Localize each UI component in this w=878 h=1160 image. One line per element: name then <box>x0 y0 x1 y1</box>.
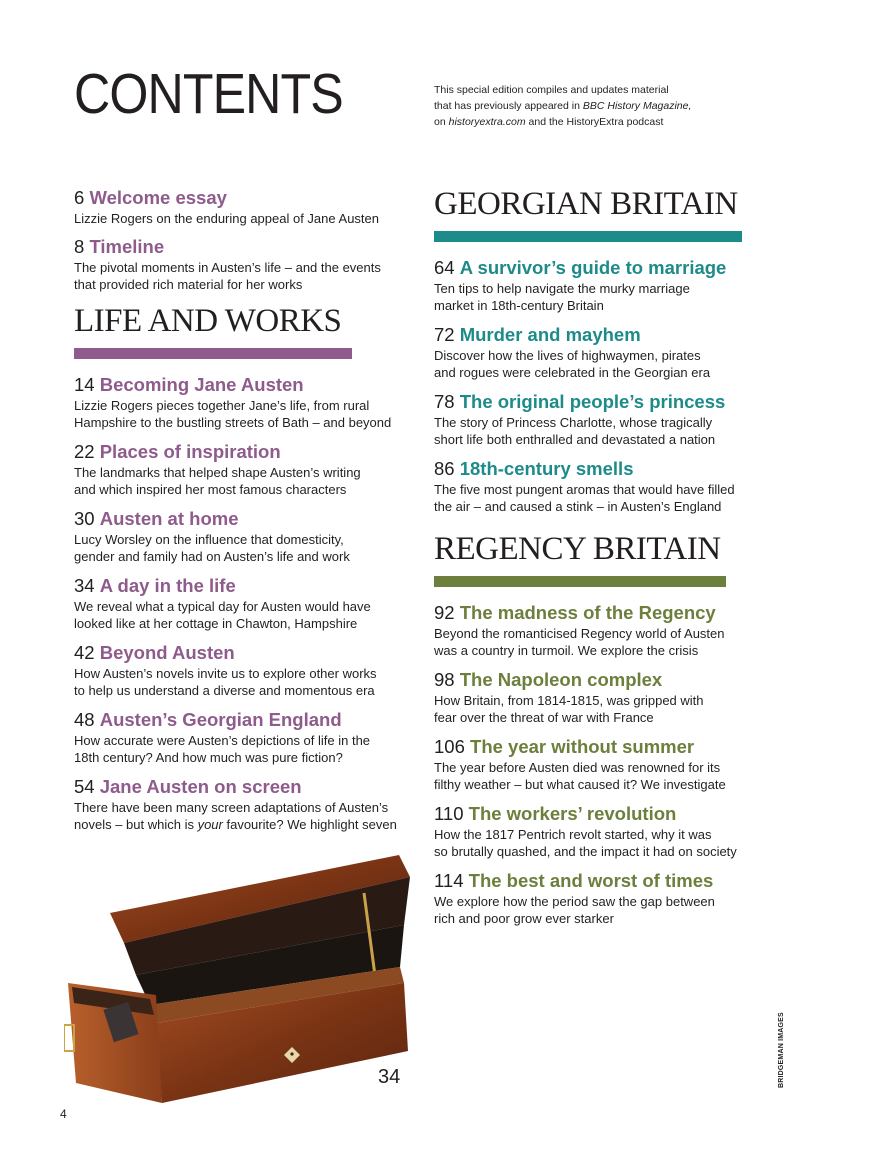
entry-page-number: 42 <box>74 642 95 663</box>
entry-page-number: 110 <box>434 803 464 824</box>
image-caption-number: 34 <box>378 1066 401 1088</box>
contents-entry <box>434 668 794 726</box>
entry-description-line: that provided rich material for her works <box>74 277 303 292</box>
entry-description-line: filthy weather – but what caused it? We investigate <box>434 777 726 792</box>
entry-page-number: 34 <box>74 575 95 596</box>
entry-title: Timeline <box>89 236 165 257</box>
entry-description-line: novels – but which is your favourite? We highlight seven <box>74 817 397 832</box>
entry-heading <box>434 457 794 481</box>
entry-page-number: 106 <box>434 736 465 757</box>
contents-entry <box>434 735 794 793</box>
page-title: CONTENTS <box>74 62 343 126</box>
entry-description-line: fear over the threat of war with France <box>434 710 654 725</box>
entry-title: Welcome essay <box>89 187 227 208</box>
entry-description-line: rich and poor grow ever starker <box>434 911 614 926</box>
contents-entry <box>434 323 794 381</box>
entry-heading <box>74 641 434 665</box>
entry-heading <box>434 735 794 759</box>
left-column <box>74 186 434 842</box>
entry-description-line: How accurate were Austen’s depictions of life in the <box>74 733 371 748</box>
entry-description-line: How Austen’s novels invite us to explore other works <box>74 666 377 681</box>
contents-entry <box>434 869 794 927</box>
entry-description-line: The year before Austen died was renowned for its <box>434 760 721 775</box>
entry-title: A survivor’s guide to marriage <box>459 257 727 278</box>
section-title-georgian-britain: GEORGIAN BRITAIN <box>434 186 738 222</box>
entry-title: The madness of the Regency <box>459 602 716 623</box>
entry-description-line: Discover how the lives of highwaymen, pirates <box>434 348 701 363</box>
entry-title: Jane Austen on screen <box>99 776 302 797</box>
entry-page-number: 54 <box>74 776 95 797</box>
regency-britain-section <box>434 531 794 927</box>
entry-title: 18th-century smells <box>459 458 634 479</box>
entry-heading <box>74 775 434 799</box>
contents-entry <box>434 457 794 515</box>
entry-page-number: 30 <box>74 508 95 529</box>
entry-page-number: 114 <box>434 870 464 891</box>
entry-page-number: 72 <box>434 324 455 345</box>
left-top-entries <box>74 186 434 293</box>
entry-description-line: Lizzie Rogers on the enduring appeal of Jane Austen <box>74 211 379 226</box>
entry-heading <box>74 708 434 732</box>
entry-heading <box>74 186 434 210</box>
entry-page-number: 92 <box>434 602 455 623</box>
intro-line-3: on historyextra.com and the HistoryExtra podcast <box>434 116 664 128</box>
photo-credit: BRIDGEMAN IMAGES <box>778 1012 785 1088</box>
entry-page-number: 48 <box>74 709 95 730</box>
entry-description-line: Lucy Worsley on the influence that domesticity, <box>74 532 344 547</box>
section-title-regency-britain: REGENCY BRITAIN <box>434 531 721 567</box>
entry-page-number: 22 <box>74 441 95 462</box>
entry-title: Becoming Jane Austen <box>99 374 304 395</box>
entry-heading <box>434 256 794 280</box>
intro-line-1: This special edition compiles and updates material <box>434 84 669 96</box>
entry-description-line: Hampshire to the bustling streets of Bath – and beyond <box>74 415 392 430</box>
entry-heading <box>74 440 434 464</box>
entry-page-number: 14 <box>74 374 95 395</box>
entry-description-line: We reveal what a typical day for Austen would have <box>74 599 371 614</box>
entry-page-number: 64 <box>434 257 455 278</box>
entry-title: A day in the life <box>99 575 236 596</box>
entry-page-number: 78 <box>434 391 455 412</box>
entry-title: Places of inspiration <box>99 441 281 462</box>
entry-heading <box>434 323 794 347</box>
contents-entry <box>74 186 434 227</box>
entry-heading <box>434 869 794 893</box>
right-column <box>434 186 794 936</box>
contents-entry <box>74 440 434 498</box>
contents-entry <box>74 641 434 699</box>
contents-entry <box>434 601 794 659</box>
contents-entry <box>434 802 794 860</box>
entry-title: Austen at home <box>99 508 239 529</box>
entry-description-line: The five most pungent aromas that would have filled <box>434 482 735 497</box>
entry-heading <box>74 373 434 397</box>
intro-note <box>434 82 774 130</box>
entry-heading <box>434 802 794 826</box>
entry-title: Murder and mayhem <box>459 324 641 345</box>
contents-entry <box>74 708 434 766</box>
entry-description-line: 18th century? And how much was pure fiction? <box>74 750 343 765</box>
intro-line-2: that has previously appeared in BBC History Magazine, <box>434 100 692 112</box>
entry-description-line: short life both enthralled and devastated a nation <box>434 432 716 447</box>
writing-box-image <box>64 855 414 1105</box>
entry-description-line: to help us understand a diverse and momentous era <box>74 683 375 698</box>
entry-title: The workers’ revolution <box>468 803 677 824</box>
regency-entries <box>434 601 794 927</box>
entry-description-line: How the 1817 Pentrich revolt started, why it was <box>434 827 712 842</box>
entry-heading <box>434 601 794 625</box>
entry-page-number: 8 <box>74 236 85 257</box>
entry-description-line: The pivotal moments in Austen’s life – and the events <box>74 260 381 275</box>
entry-description-line: and rogues were celebrated in the Georgian era <box>434 365 711 380</box>
section-bar-purple <box>74 348 352 359</box>
entry-page-number: 6 <box>74 187 85 208</box>
entry-description-line: Beyond the romanticised Regency world of Austen <box>434 626 725 641</box>
entry-description-line: and which inspired her most famous characters <box>74 482 347 497</box>
section-bar-green <box>434 576 726 587</box>
entry-description-line: Ten tips to help navigate the murky marriage <box>434 281 690 296</box>
entry-title: Beyond Austen <box>99 642 235 663</box>
writing-box-illustration <box>64 855 414 1105</box>
entry-heading <box>434 390 794 414</box>
entry-description-line: We explore how the period saw the gap between <box>434 894 715 909</box>
entry-heading <box>74 235 434 259</box>
entry-description-line: market in 18th-century Britain <box>434 298 604 313</box>
entry-title: The best and worst of times <box>468 870 714 891</box>
entry-title: The year without summer <box>470 736 695 757</box>
entry-description-line: The story of Princess Charlotte, whose tragically <box>434 415 713 430</box>
section-bar-teal <box>434 231 742 242</box>
entry-description-line: There have been many screen adaptations of Austen’s <box>74 800 389 815</box>
entry-page-number: 86 <box>434 458 455 479</box>
contents-entry <box>74 507 434 565</box>
page-number: 4 <box>60 1107 67 1121</box>
entry-description-line: was a country in turmoil. We explore the crisis <box>434 643 699 658</box>
entry-description-line: The landmarks that helped shape Austen’s writing <box>74 465 361 480</box>
entry-page-number: 98 <box>434 669 455 690</box>
entry-description-line: Lizzie Rogers pieces together Jane’s life, from rural <box>74 398 370 413</box>
life-and-works-entries <box>74 373 434 833</box>
contents-entry <box>74 574 434 632</box>
entry-description-line: How Britain, from 1814-1815, was gripped with <box>434 693 704 708</box>
section-title-life-and-works: LIFE AND WORKS <box>74 303 342 339</box>
entry-description-line: looked like at her cottage in Chawton, Hampshire <box>74 616 358 631</box>
entry-description-line: the air – and caused a stink – in Austen’s England <box>434 499 722 514</box>
georgian-britain-section <box>434 186 794 515</box>
entry-description-line: gender and family had on Austen’s life and work <box>74 549 350 564</box>
entry-heading <box>434 668 794 692</box>
life-and-works-section <box>74 303 434 833</box>
contents-entry <box>74 235 434 293</box>
contents-entry <box>74 775 434 833</box>
entry-description-line: so brutally quashed, and the impact it had on society <box>434 844 737 859</box>
entry-heading <box>74 507 434 531</box>
contents-entry <box>434 390 794 448</box>
entry-heading <box>74 574 434 598</box>
contents-entry <box>74 373 434 431</box>
entry-title: The original people’s princess <box>459 391 726 412</box>
georgian-entries <box>434 256 794 515</box>
entry-title: The Napoleon complex <box>459 669 663 690</box>
contents-entry <box>434 256 794 314</box>
entry-title: Austen’s Georgian England <box>99 709 342 730</box>
